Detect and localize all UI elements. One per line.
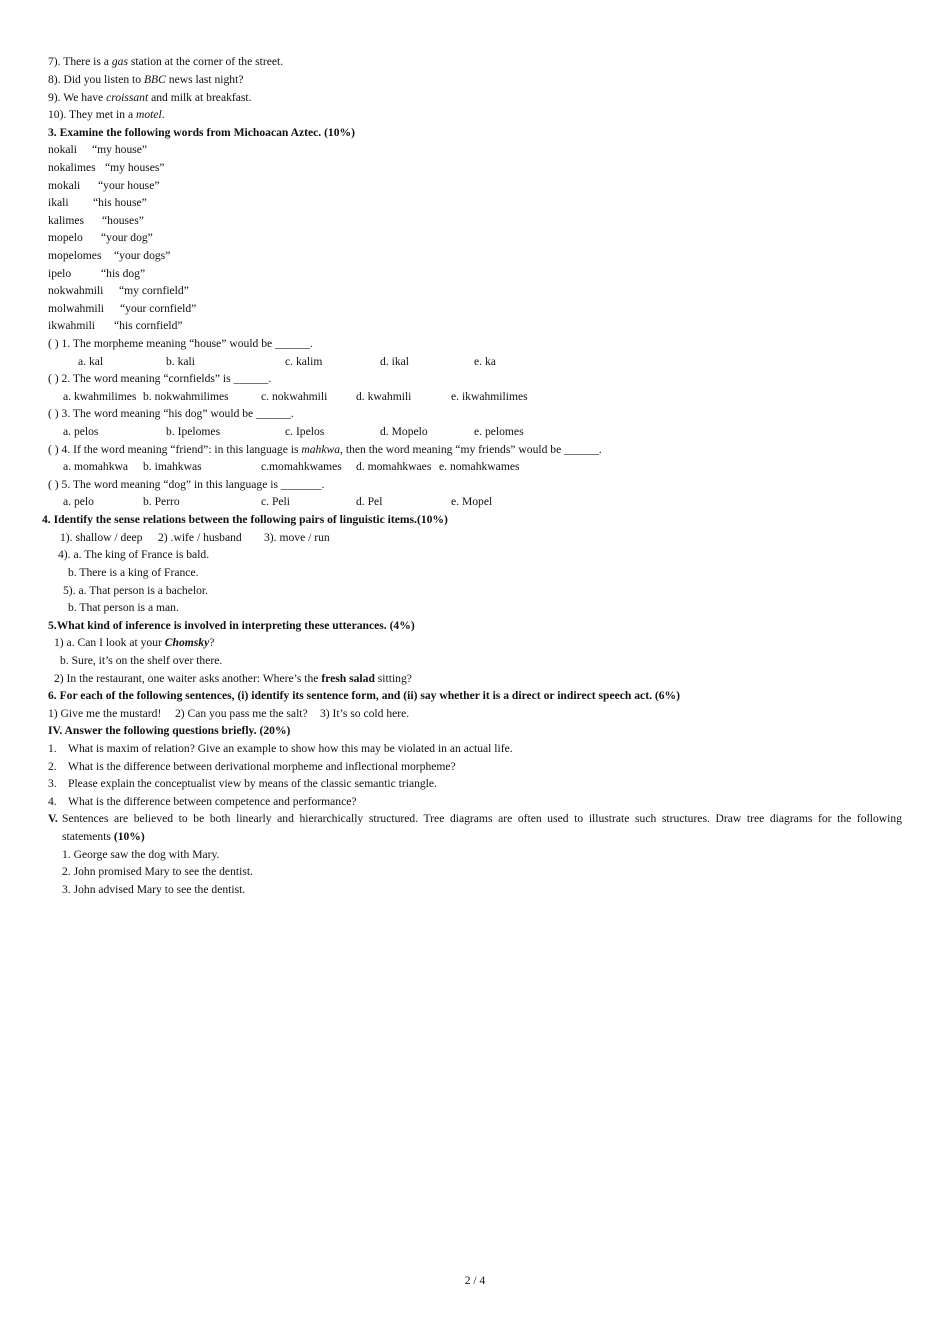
option: e. ikwahmilimes bbox=[451, 390, 528, 403]
question-1-stem: ( ) 1. The morpheme meaning “house” would be ______. bbox=[48, 337, 313, 350]
tree-sentence: 3. John advised Mary to see the dentist. bbox=[62, 883, 246, 896]
pair-4b: b. There is a king of France. bbox=[68, 566, 199, 579]
short-answer-question: Please explain the conceptualist view by means of the classic semantic triangle. bbox=[68, 777, 437, 790]
word-gloss: “my cornfield” bbox=[119, 284, 189, 297]
option: d. Mopelo bbox=[380, 425, 428, 438]
question-number: 3. bbox=[48, 777, 57, 790]
option: d. kwahmili bbox=[356, 390, 412, 403]
option: b. kali bbox=[166, 355, 195, 368]
option: e. Mopel bbox=[451, 495, 493, 508]
speech-act-item: 3) It’s so cold here. bbox=[320, 707, 410, 720]
option: a. kal bbox=[78, 355, 104, 368]
sentence-7: 7). There is a gas station at the corner of the street. bbox=[48, 55, 284, 68]
word-gloss: “your dogs” bbox=[114, 249, 171, 262]
option: d. momahkwaes bbox=[356, 460, 432, 473]
tree-sentence: 1. George saw the dog with Mary. bbox=[62, 848, 220, 861]
word-gloss: “houses” bbox=[102, 214, 144, 227]
option: c. Ipelos bbox=[285, 425, 325, 438]
word-row: nokali bbox=[48, 143, 77, 156]
option: c.momahkwames bbox=[261, 460, 342, 473]
section-3-title: 3. Examine the following words from Michoacan Aztec. (10%) bbox=[48, 126, 355, 139]
section-v-instructions-cont: statements (10%) bbox=[62, 830, 145, 843]
option: d. ikal bbox=[380, 355, 409, 368]
option: c. Peli bbox=[261, 495, 290, 508]
utterance-2: 2) In the restaurant, one waiter asks another: Where’s the fresh salad sitting? bbox=[54, 672, 412, 685]
word-row: molwahmili bbox=[48, 302, 105, 315]
question-number: 1. bbox=[48, 742, 57, 755]
option: b. imahkwas bbox=[143, 460, 202, 473]
pair-item: 1). shallow / deep bbox=[60, 531, 143, 544]
speech-act-item: 2) Can you pass me the salt? bbox=[175, 707, 308, 720]
utterance-1b: b. Sure, it’s on the shelf over there. bbox=[60, 654, 223, 667]
word-row: nokwahmili bbox=[48, 284, 104, 297]
word-gloss: “my house” bbox=[92, 143, 148, 156]
question-number: 2. bbox=[48, 760, 57, 773]
question-5-stem: ( ) 5. The word meaning “dog” in this language is _______. bbox=[48, 478, 325, 491]
word-row: ikali bbox=[48, 196, 69, 209]
short-answer-question: What is the difference between competence and performance? bbox=[68, 795, 357, 808]
word-row: ipelo bbox=[48, 267, 72, 280]
question-4-stem: ( ) 4. If the word meaning “friend”: in this language is mahkwa, then the word meaning “my friends” would be ______. bbox=[48, 443, 602, 456]
section-v-instructions: Sentences are believed to be both linearly and hierarchically structured. Tree diagrams are often used to illustrate such structures. Draw tree diagrams for the following bbox=[62, 812, 902, 825]
word-gloss: “his house” bbox=[93, 196, 147, 209]
section-4-title: 4. Identify the sense relations between the following pairs of linguistic items.(10%) bbox=[42, 513, 448, 526]
word-row: kalimes bbox=[48, 214, 85, 227]
word-row: mopelomes bbox=[48, 249, 102, 262]
option: d. Pel bbox=[356, 495, 383, 508]
speech-act-item: 1) Give me the mustard! bbox=[48, 707, 162, 720]
option: c. nokwahmili bbox=[261, 390, 328, 403]
word-gloss: “your house” bbox=[98, 179, 160, 192]
sentence-9: 9). We have croissant and milk at breakfast. bbox=[48, 91, 252, 104]
section-6-title: 6. For each of the following sentences, (i) identify its sentence form, and (ii) say whether it is a direct or indirect speech act. (6%) bbox=[48, 689, 680, 702]
option: b. nokwahmilimes bbox=[143, 390, 229, 403]
option: a. momahkwa bbox=[63, 460, 129, 473]
pair-item: 3). move / run bbox=[264, 531, 330, 544]
word-gloss: “your dog” bbox=[101, 231, 153, 244]
word-row: mopelo bbox=[48, 231, 83, 244]
utterance-1a: 1) a. Can I look at your Chomsky? bbox=[54, 636, 215, 649]
section-5-title: 5.What kind of inference is involved in interpreting these utterances. (4%) bbox=[48, 619, 415, 632]
option: b. Perro bbox=[143, 495, 180, 508]
option: a. pelos bbox=[63, 425, 99, 438]
word-row: nokalimes bbox=[48, 161, 96, 174]
word-gloss: “his cornfield” bbox=[114, 319, 183, 332]
word-gloss: “his dog” bbox=[101, 267, 146, 280]
pair-4a: 4). a. The king of France is bald. bbox=[58, 548, 210, 561]
pair-item: 2) .wife / husband bbox=[158, 531, 242, 544]
section-iv-title: IV. Answer the following questions briefly. (20%) bbox=[48, 724, 291, 737]
word-gloss: “my houses” bbox=[105, 161, 165, 174]
question-number: 4. bbox=[48, 795, 57, 808]
section-v-label: V. bbox=[48, 812, 58, 825]
sentence-8: 8). Did you listen to BBC news last night? bbox=[48, 73, 244, 86]
tree-sentence: 2. John promised Mary to see the dentist. bbox=[62, 865, 253, 878]
word-row: mokali bbox=[48, 179, 81, 192]
pair-5b: b. That person is a man. bbox=[68, 601, 179, 614]
question-2-stem: ( ) 2. The word meaning “cornfields” is ______. bbox=[48, 372, 272, 385]
option: b. Ipelomes bbox=[166, 425, 221, 438]
sentence-10: 10). They met in a motel. bbox=[48, 108, 165, 121]
short-answer-question: What is the difference between derivational morpheme and inflectional morpheme? bbox=[68, 760, 456, 773]
option: e. pelomes bbox=[474, 425, 524, 438]
page-number: 2 / 4 bbox=[464, 1274, 486, 1287]
word-row: ikwahmili bbox=[48, 319, 96, 332]
short-answer-question: What is maxim of relation? Give an example to show how this may be violated in an actual life. bbox=[68, 742, 513, 755]
option: c. kalim bbox=[285, 355, 323, 368]
option: e. nomahkwames bbox=[439, 460, 520, 473]
option: e. ka bbox=[474, 355, 496, 368]
word-gloss: “your cornfield” bbox=[120, 302, 197, 315]
pair-5a: 5). a. That person is a bachelor. bbox=[63, 584, 208, 597]
option: a. kwahmilimes bbox=[63, 390, 137, 403]
option: a. pelo bbox=[63, 495, 94, 508]
question-3-stem: ( ) 3. The word meaning “his dog” would be ______. bbox=[48, 407, 294, 420]
